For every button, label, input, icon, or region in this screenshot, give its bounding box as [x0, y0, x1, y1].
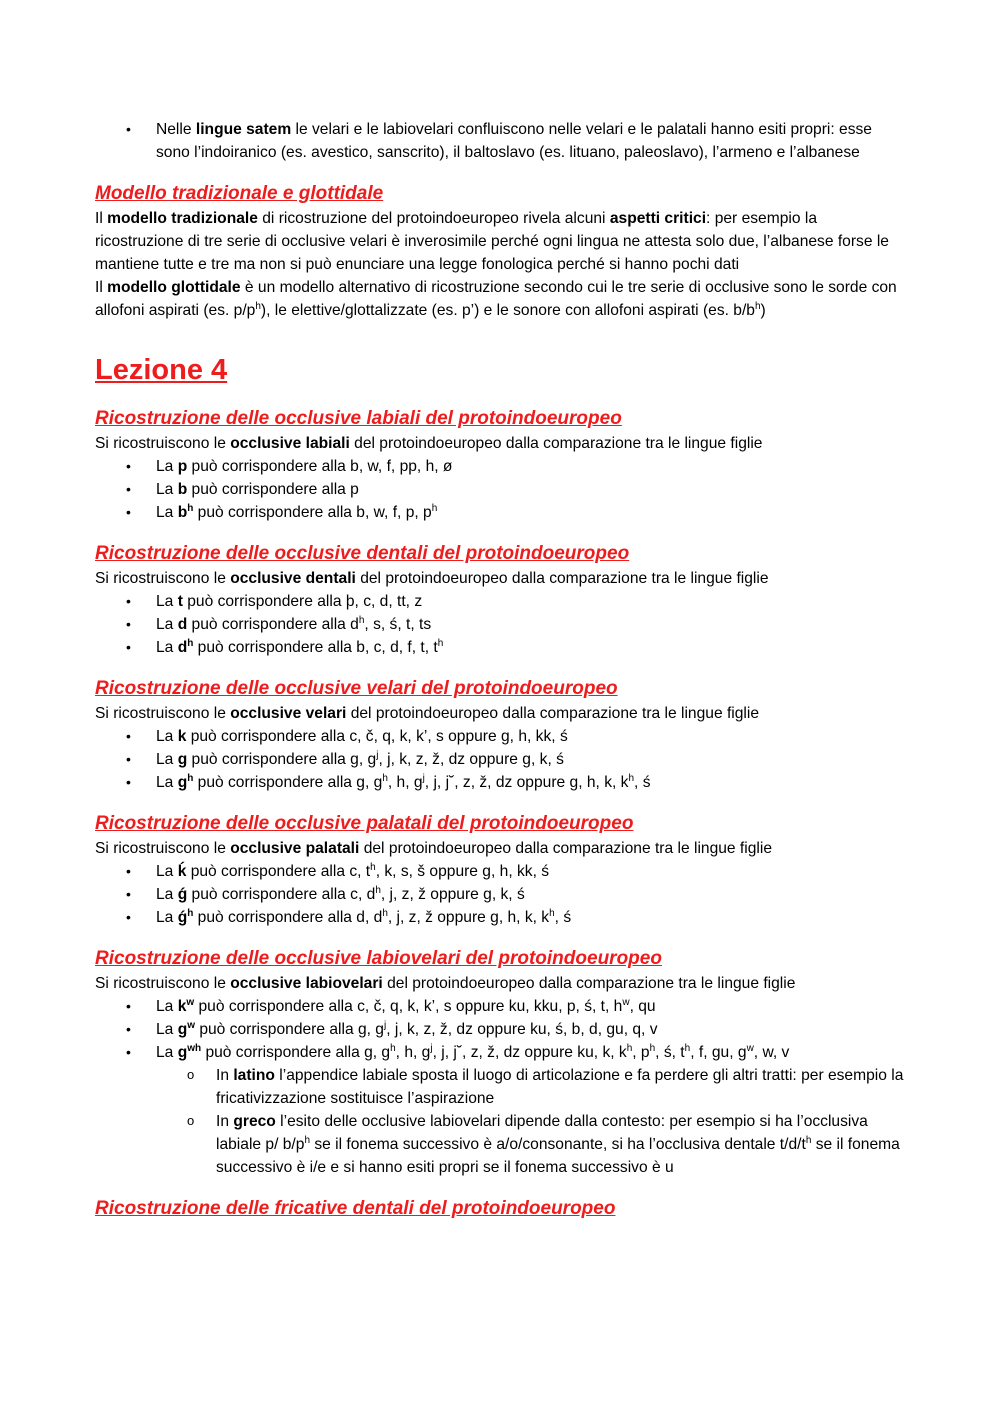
section-heading-fricative: Ricostruzione delle fricative dentali del protoindoeuropeo	[95, 1198, 616, 1219]
list-item: • La p può corrispondere alla b, w, f, pp, h, ø	[95, 455, 905, 478]
list-item: • La $g^w$ può corrispondere alla g, $g^j$, j, k, z, ž, dz oppure ku, ś, b, d, gu, q, v	[95, 1018, 905, 1041]
section-intro-labiali: Si ricostruiscono le occlusive labiali del protoindoeuropeo dalla comparazione tra le lingue figlie	[95, 435, 763, 452]
section-intro-dentali: Si ricostruiscono le occlusive dentali del protoindoeuropeo dalla comparazione tra le lingue figlie	[95, 570, 769, 587]
sub-list-item: o In greco l’esito delle occlusive labiovelari dipende dalla contesto: per esempio si ha l’occlusiva labiale p/ $b/p^h$ se il fonema successivo è a/o/consonante, si ha l’occlusiva dentale $t/d/t^h$ se il fonema successivo è i/e e si hanno esiti propri se il fonema successivo è u	[95, 1110, 905, 1179]
list-labiali	[95, 455, 905, 524]
section-intro-labiovelari: Si ricostruiscono le occlusive labiovelari del protoindoeuropeo dalla comparazione tra le lingue figlie	[95, 975, 796, 992]
list-palatali	[95, 860, 905, 929]
section-heading-dentali: Ricostruzione delle occlusive dentali del protoindoeuropeo	[95, 543, 630, 564]
list-item: • Nelle lingue satem le velari e le labiovelari confluiscono nelle velari e le palatali hanno esiti propri: esse sono l’indoiranico (es. avestico, sanscrito), il baltoslavo (es. lituano, paleoslavo), l’armeno e l’albanese	[95, 118, 905, 164]
list-labiovelari	[95, 995, 905, 1179]
list-item: • La g può corrispondere alla g, $g^j$, j, k, z, ž, dz oppure g, k, ś	[95, 748, 905, 771]
list-item: • La ǵ può corrispondere alla c, $d^h$, j, z, ž oppure g, k, ś	[95, 883, 905, 906]
section-heading-palatali: Ricostruzione delle occlusive palatali del protoindoeuropeo	[95, 813, 634, 834]
document-page	[95, 118, 905, 1222]
list-item: • La $b^h$ può corrispondere alla b, w, f, p, $p^h$	[95, 501, 905, 524]
section-intro-palatali: Si ricostruiscono le occlusive palatali del protoindoeuropeo dalla comparazione tra le lingue figlie	[95, 840, 772, 857]
list-item: • La $g^h$ può corrispondere alla g, $g^h$, h, $g^j$, j, j˘, z, ž, dz oppure g, h, k, $k^h$, ś	[95, 771, 905, 794]
list-item: • La $g^{wh}$ può corrispondere alla g, $g^h$, h, $g^j$, j, j˘, z, ž, dz oppure ku, k, $k^h$, $p^h$, ś, $t^h$, f, gu, $g^w$, w, v	[95, 1041, 905, 1064]
list-item: • La $ǵ^h$ può corrispondere alla d, $d^h$, j, z, ž oppure g, h, k, $k^h$, ś	[95, 906, 905, 929]
section-intro-velari: Si ricostruiscono le occlusive velari del protoindoeuropeo dalla comparazione tra le lingue figlie	[95, 705, 760, 722]
intro-list	[95, 118, 905, 164]
list-item: • La ḱ può corrispondere alla c, $t^h$, k, s, š oppure g, h, kk, ś	[95, 860, 905, 883]
section-heading-velari: Ricostruzione delle occlusive velari del protoindoeuropeo	[95, 678, 618, 699]
list-item: • La k può corrispondere alla c, č, q, k, k’, s oppure g, h, kk, ś	[95, 725, 905, 748]
list-item: • La b può corrispondere alla p	[95, 478, 905, 501]
paragraph-modello-tradizionale: Il modello tradizionale di ricostruzione del protoindoeuropeo rivela alcuni aspetti critici: per esempio la ricostruzione di tre serie di occlusive velari è inverosimile perché ogni lingua ne attesta solo due, l’albanese forse le mantiene tutte e tre ma non si può enunciare una legge fonologica perché si hanno pochi dati	[95, 210, 889, 273]
section-heading-modello: Modello tradizionale e glottidale	[95, 183, 384, 204]
list-item: • La $k^w$ può corrispondere alla c, č, q, k, k’, s oppure ku, kku, p, ś, t, $h^w$, qu	[95, 995, 905, 1018]
list-item: • La t può corrispondere alla þ, c, d, tt, z	[95, 590, 905, 613]
list-item: • La $d^h$ può corrispondere alla b, c, d, f, t, $t^h$	[95, 636, 905, 659]
list-item: • La d può corrispondere alla $d^h$, s, ś, t, ts	[95, 613, 905, 636]
list-velari	[95, 725, 905, 794]
section-heading-labiali: Ricostruzione delle occlusive labiali del protoindoeuropeo	[95, 408, 622, 429]
lesson-title: Lezione 4	[95, 354, 228, 386]
list-dentali	[95, 590, 905, 659]
sub-list-item: o In latino l’appendice labiale sposta il luogo di articolazione e fa perdere gli altri tratti: per esempio la fricativizzazione sostituisce l’aspirazione	[95, 1064, 905, 1110]
section-heading-labiovelari: Ricostruzione delle occlusive labiovelari del protoindoeuropeo	[95, 948, 662, 969]
paragraph-modello-glottidale: Il modello glottidale è un modello alternativo di ricostruzione secondo cui le tre serie di occlusive sono le sorde con allofoni aspirati (es. $p/p^h$), le elettive/glottalizzate (es. p’) e le sonore con allofoni aspirati (es. $b/b^h$)	[95, 279, 897, 319]
